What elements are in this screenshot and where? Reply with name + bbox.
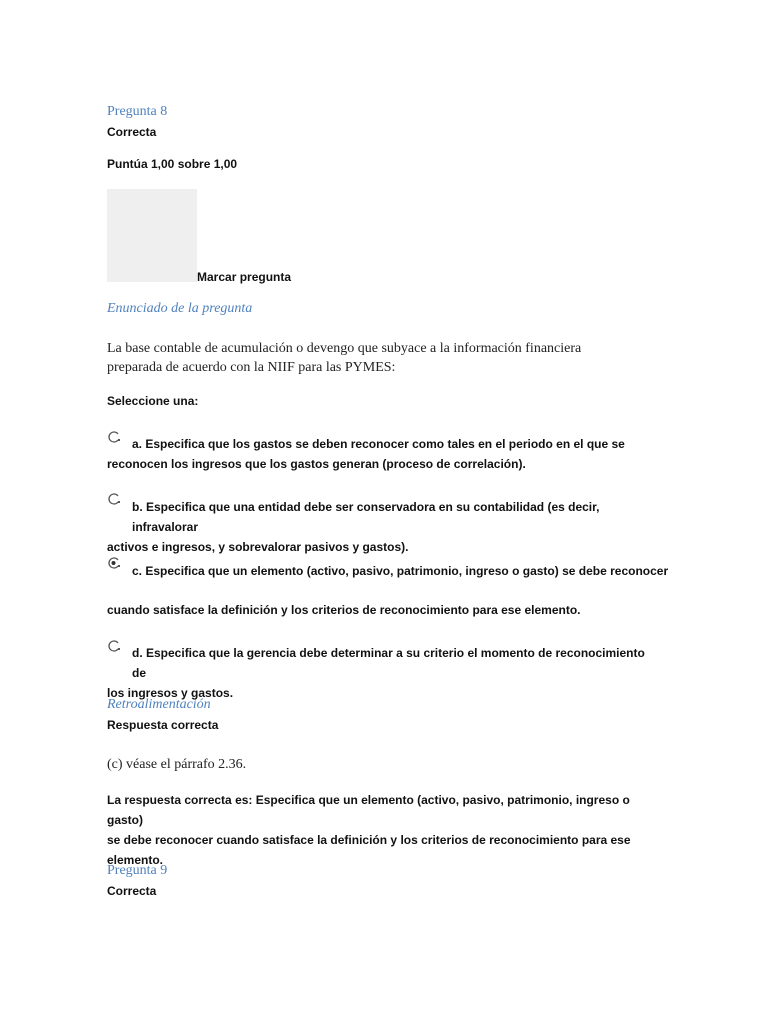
option-a[interactable] (107, 434, 662, 474)
option-d-line-2: los ingresos y gastos. (107, 686, 234, 700)
question-score: Puntúa 1,00 sobre 1,00 (107, 157, 238, 171)
statement-line-2: preparada de acuerdo con la NIIF para las PYMES: (107, 360, 396, 375)
flag-question-link[interactable]: Marcar pregunta (197, 270, 292, 284)
option-c-line-1[interactable]: c. Especifica que un elemento (activo, pasivo, patrimonio, ingreso o gasto) se debe reconocer (132, 564, 669, 578)
option-b-line-2: activos e ingresos, y sobrevalorar pasivos y gastos). (107, 540, 409, 554)
correct-answer-line-1: La respuesta correcta es: Especifica que un elemento (activo, pasivo, patrimonio, ingreso o gasto) (107, 793, 630, 827)
statement-line-1: La base contable de acumulación o devengo que subyace a la información financiera (107, 341, 582, 356)
flag-icon[interactable] (107, 189, 197, 282)
select-prompt: Seleccione una: (107, 394, 199, 408)
feedback-heading: Retroalimentación (107, 697, 211, 712)
option-d-line-1: d. Especifica que la gerencia debe determinar a su criterio el momento de reconocimiento de (132, 646, 645, 680)
question-title: Pregunta 8 (107, 104, 168, 119)
option-b[interactable] (107, 497, 662, 557)
correct-answer-line-3: elemento. (107, 853, 164, 867)
statement-heading: Enunciado de la pregunta (107, 301, 253, 316)
correct-answer-line-2: se debe reconocer cuando satisface la definición y los criterios de reconocimiento para ese (107, 833, 631, 847)
option-b-line-1: b. Especifica que una entidad debe ser conservadora en su contabilidad (es decir, infravalorar (132, 500, 600, 534)
feedback-reference: (c) véase el párrafo 2.36. (107, 757, 247, 772)
option-a-line-2: reconocen los ingresos que los gastos generan (proceso de correlación). (107, 457, 526, 471)
question-9-title: Pregunta 9 (107, 863, 168, 878)
question-9-status: Correcta (107, 884, 157, 898)
radio-option-c-selected[interactable] (107, 556, 121, 570)
feedback-status: Respuesta correcta (107, 718, 219, 732)
question-status: Correcta (107, 125, 157, 139)
option-a-line-1: a. Especifica que los gastos se deben reconocer como tales en el periodo en el que se (132, 437, 625, 451)
question-statement (107, 339, 667, 377)
option-c-line-2[interactable]: cuando satisface la definición y los criterios de reconocimiento para ese elemento. (107, 603, 581, 617)
correct-answer (107, 790, 667, 870)
option-d[interactable] (107, 643, 662, 703)
